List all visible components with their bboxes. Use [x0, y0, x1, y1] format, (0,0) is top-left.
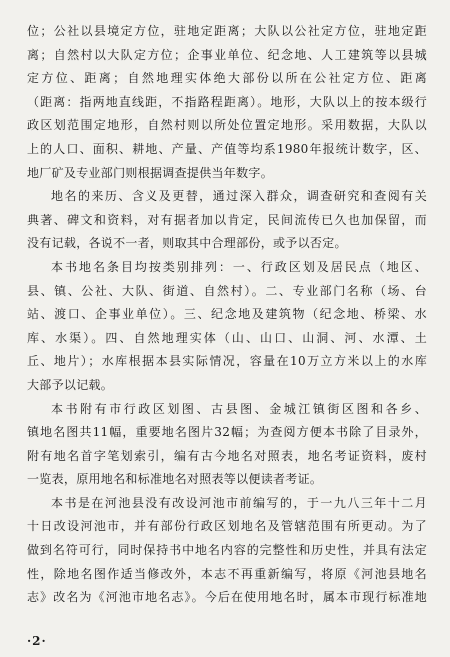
- text-line: 本书地名条目均按类别排列：一、行政区划及居民点（地区、: [51, 259, 427, 274]
- text-line: 大部予以记载。: [27, 377, 114, 392]
- text-line: 丘、地片）；水库根据本县实际情况，容量在10万立方米以上的水库: [27, 354, 427, 369]
- text-line: 上的人口、面积、耕地、产量、产值等均系1980年报统计数字，区、: [27, 141, 427, 156]
- text-line: 政区划范围定地形，自然村则以所处位置定地形。采用数据，大队以: [27, 118, 427, 133]
- text-line: 做到名符可行，同时保持书中地名内容的完整性和历史性，并具有法定: [27, 543, 427, 558]
- text-line: 附有地名首字笔划索引，编有古今地名对照表，地名考证资料，废村: [27, 448, 427, 463]
- text-line: （距离：指两地直线距，不指路程距离）。地形，大队以上的按本级行: [27, 94, 427, 109]
- text-line: 一览表，原用地名和标准地名对照表等以便读者考证。: [27, 472, 323, 487]
- body-text: [27, 20, 427, 610]
- text-line: 离；自然村以大队定方位；企事业单位、纪念地、人工建筑等以县城: [27, 47, 427, 62]
- text-line: 县、镇、公社、大队、街道、自然村）。二、专业部门名称（场、台: [27, 283, 427, 298]
- text-line: 站、渡口、企事业单位）。三、纪念地及建筑物（纪念地、桥梁、水: [27, 307, 427, 322]
- text-line: 定方位、距离；自然地理实体绝大部份以所在公社定方位、距离: [27, 71, 427, 86]
- text-line: 地厂矿及专业部门则根据调查提供当年数字。: [27, 165, 274, 180]
- text-line: 典著、碑文和资料，对有据者加以肯定，民间流传已久也加保留，而: [27, 212, 427, 227]
- text-line: 十日改设河池市，并有部份行政区划地名及管辖范围有所更动。为了: [27, 519, 427, 534]
- text-line: 志》改名为《河池市地名志》。今后在使用地名时，属本市现行标准地: [27, 590, 427, 605]
- page-number: ·2·: [27, 634, 47, 648]
- text-line: 位；公社以县境定方位，驻地定距离；大队以公社定方位，驻地定距: [27, 24, 427, 38]
- text-line: 地名的来历、含义及更替，通过深入群众，调查研究和查阅有关: [51, 189, 427, 204]
- text-line: 镇地名图共11幅，重要地名图片32幅；为查阅方便本书除了目录外，: [27, 425, 427, 440]
- text-line: 库、水渠）。四、自然地理实体（山、山口、山洞、河、水潭、土: [27, 330, 427, 345]
- text-line: 本书是在河池县没有改设河池市前编写的，于一九八三年十二月: [51, 495, 427, 510]
- text-line: 本书附有市行政区划图、古县图、金城江镇街区图和各乡、: [51, 401, 427, 416]
- text-line: 性，除地名图作适当修改外，本志不再重新编写，将原《河池县地名: [27, 566, 427, 581]
- text-line: 没有记载，各说不一者，则取其中合理部份，或予以否定。: [27, 236, 347, 251]
